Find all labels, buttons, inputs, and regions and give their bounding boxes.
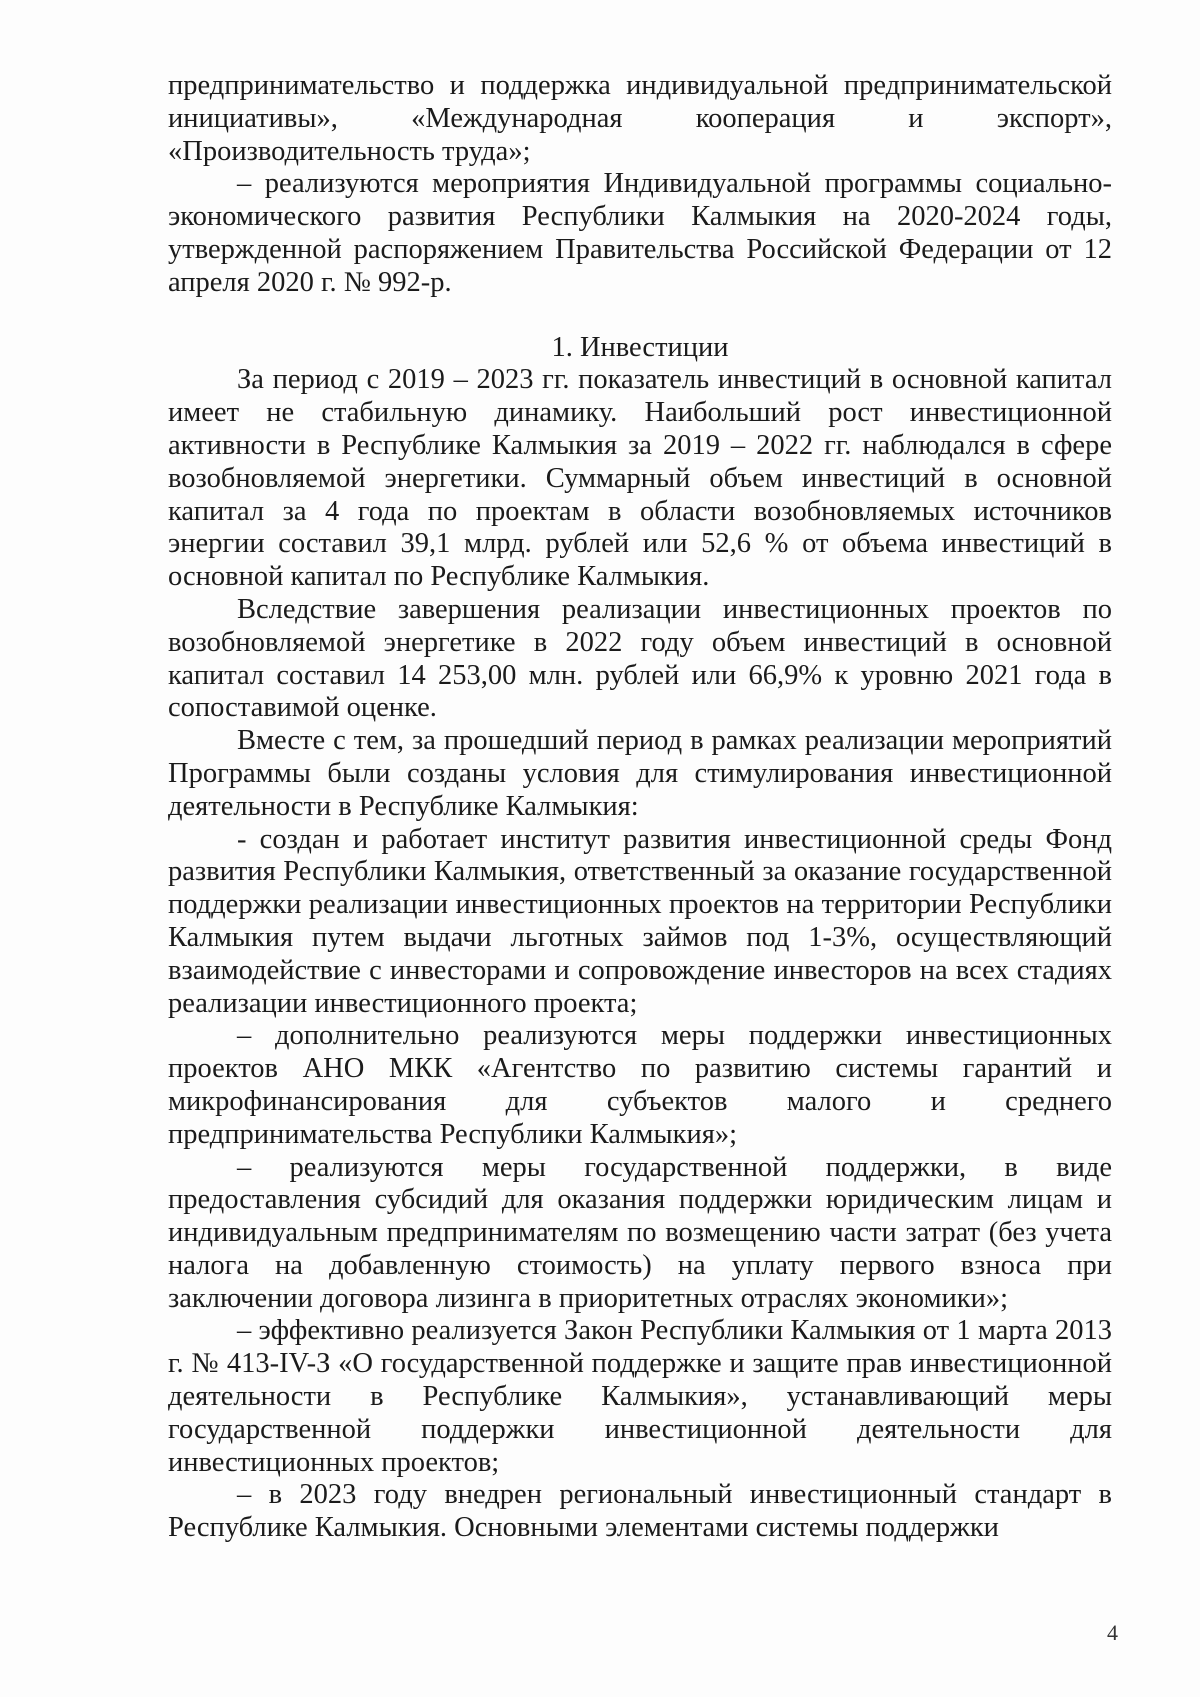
document-body bbox=[168, 70, 1112, 1545]
list-item-leasing-subsidies: – реализуются меры государственной поддержки, в виде предоставления субсидий для оказания поддержки юридическим лицам и индивидуальным предпринимателям по возмещению части затрат (без учета налога на добавленную стоимость) на уплату первого взноса при заключении договора лизинга в приоритетных отраслях экономики»; bbox=[168, 1151, 1112, 1314]
list-item-ano-mkk-support: – дополнительно реализуются меры поддержки инвестиционных проектов АНО МКК «Агентство по развитию системы гарантий и микрофинансирования для субъектов малого и среднего предпринимательства Республики Калмыкия»; bbox=[168, 1020, 1112, 1150]
list-item-investment-standard: – в 2023 году внедрен региональный инвестиционный стандарт в Республике Калмыкия. Основными элементами системы поддержки bbox=[168, 1479, 1112, 1544]
paragraph-program-conditions: Вместе с тем, за прошедший период в рамках реализации мероприятий Программы были созданы условия для стимулирования инвестиционной деятельности в Республике Калмыкия: bbox=[168, 725, 1112, 822]
paragraph-investment-dynamics: За период с 2019 – 2023 гг. показатель инвестиций в основной капитал имеет не стабильную динамику. Наибольший рост инвестиционной активности в Республике Калмыкия за 2019 – 2022 гг. наблюдался в сфере возобновляемой энергетики. Суммарный объем инвестиций в основной капитал за 4 года по проектам в области возобновляемых источников энергии составил 39,1 млрд. рублей или 52,6 % от объема инвестиций в основной капитал по Республике Калмыкия. bbox=[168, 364, 1112, 593]
intro-bullet-paragraph: – реализуются мероприятия Индивидуальной программы социально-экономического развития Республики Калмыкия на 2020-2024 годы, утвержденной распоряжением Правительства Российской Федерации от 12 апреля 2020 г. № 992-р. bbox=[168, 168, 1112, 298]
list-item-development-fund: - создан и работает институт развития инвестиционной среды Фонд развития Республики Калмыкия, ответственный за оказание государственной поддержки реализации инвестиционных проектов на территории Республики Калмыкия путем выдачи льготных займов под 1-3%, осуществляющий взаимодействие с инвесторами и сопровождение инвесторов на всех стадиях реализации инвестиционного проекта; bbox=[168, 823, 1112, 1019]
list-item-investment-law: – эффективно реализуется Закон Республики Калмыкия от 1 марта 2013 г. № 413-IV-З «О государственной поддержке и защите прав инвестиционной деятельности в Республике Калмыкия», устанавливающий меры государственной поддержки инвестиционной деятельности для инвестиционных проектов; bbox=[168, 1315, 1112, 1478]
section-heading: 1. Инвестиции bbox=[551, 331, 729, 363]
paragraph-renewable-completion: Вследствие завершения реализации инвестиционных проектов по возобновляемой энергетике в 2022 году объем инвестиций в основной капитал составил 14 253,00 млн. рублей или 66,9% к уровню 2021 года в сопоставимой оценке. bbox=[168, 593, 1112, 724]
page-number: 4 bbox=[1107, 1620, 1118, 1645]
intro-continuation-paragraph: предпринимательство и поддержка индивидуальной предпринимательской инициативы», «Международная кооперация и экспорт», «Производительность труда»; bbox=[168, 70, 1112, 167]
